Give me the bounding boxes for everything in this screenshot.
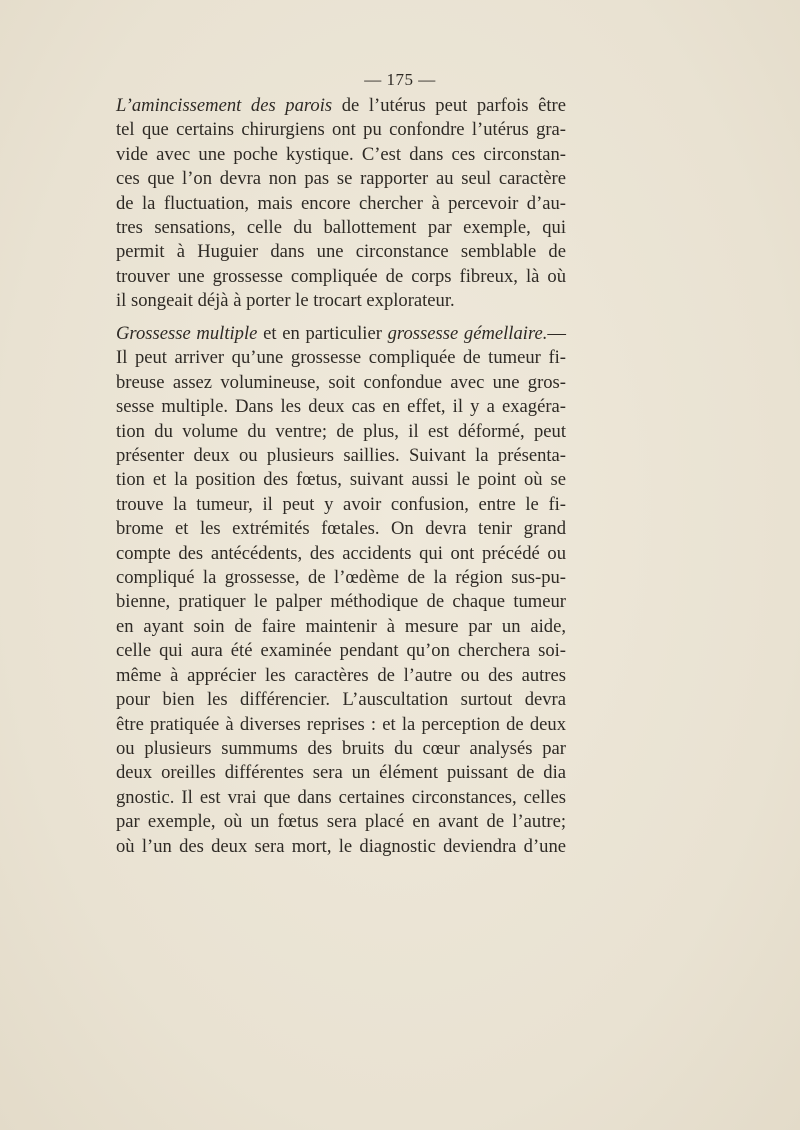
text-line: tres sensations, celle du ballottement par exemple, qui xyxy=(116,217,566,239)
lead-dash: — xyxy=(547,323,566,344)
text-line: permit à Huguier dans une circonstance semblable de xyxy=(116,241,566,263)
text-line: trouve la tumeur, il peut y avoir confusion, entre le fi- xyxy=(116,493,566,515)
paragraph-2-heading-line xyxy=(116,322,566,346)
lead-text: et en particulier xyxy=(257,323,388,344)
text-line: tion et la position des fœtus, suivant aussi le point où se xyxy=(116,469,566,491)
text-line: de l’utérus peut parfois être xyxy=(332,95,566,116)
lead-italic-phrase: L’amincissement des parois xyxy=(116,95,333,116)
paragraph-1-line xyxy=(116,94,566,118)
text-line: celle qui aura été examinée pendant qu’on cherchera soi- xyxy=(116,640,566,662)
text-line: ces que l’on devra non pas se rapporter au seul caractère xyxy=(116,168,566,190)
paragraph-1 xyxy=(116,94,566,314)
lead-italic-phrase: grossesse gémellaire. xyxy=(387,323,548,344)
lead-italic-phrase: Grossesse multiple xyxy=(116,323,258,344)
text-line: tel que certains chirurgiens ont pu confondre l’utérus gra- xyxy=(116,119,566,141)
text-line: pour bien les différencier. L’auscultation surtout devra xyxy=(116,689,566,711)
text-line: compliqué la grossesse, de l’œdème de la région sus-pu- xyxy=(116,567,566,589)
text-line: en ayant soin de faire maintenir à mesure par un aide, xyxy=(116,615,566,637)
text-line: être pratiquée à diverses reprises : et la perception de deux xyxy=(116,713,566,735)
text-line: où l’un des deux sera mort, le diagnostic deviendra d’une xyxy=(116,835,566,857)
text-line: sesse multiple. Dans les deux cas en effet, il y a exagéra- xyxy=(116,396,566,418)
text-line: breuse assez volumineuse, soit confondue avec une gros- xyxy=(116,371,566,393)
text-line: ou plusieurs summums des bruits du cœur analysés par xyxy=(116,737,566,759)
text-line: il songeait déjà à porter le trocart explorateur. xyxy=(116,290,455,312)
text-line: par exemple, où un fœtus sera placé en avant de l’autre; xyxy=(116,811,566,833)
text-line: gnostic. Il est vrai que dans certaines circonstances, celles xyxy=(116,786,566,808)
text-line: brome et les extrémités fœtales. On devra tenir grand xyxy=(116,518,566,540)
text-line: deux oreilles différentes sera un élément puissant de dia xyxy=(116,762,566,784)
text-line: vide avec une poche kystique. C’est dans ces circonstan- xyxy=(116,143,566,165)
text-line: bienne, pratiquer le palper méthodique de chaque tumeur xyxy=(116,591,566,613)
page-number: — 175 — xyxy=(364,70,436,89)
paragraph-2 xyxy=(116,322,566,859)
text-line: compte des antécédents, des accidents qui ont précédé ou xyxy=(116,542,566,564)
text-line: trouver une grossesse compliquée de corps fibreux, là où xyxy=(116,265,566,287)
text-line: même à apprécier les caractères de l’autre ou des autres xyxy=(116,664,566,686)
text-line: présenter deux ou plusieurs saillies. Suivant la présenta- xyxy=(116,445,566,467)
text-line: Il peut arriver qu’une grossesse compliquée de tumeur fi- xyxy=(116,347,566,369)
text-line: de la fluctuation, mais encore chercher à percevoir d’au- xyxy=(116,192,566,214)
text-line: tion du volume du ventre; de plus, il est déformé, peut xyxy=(116,420,566,442)
